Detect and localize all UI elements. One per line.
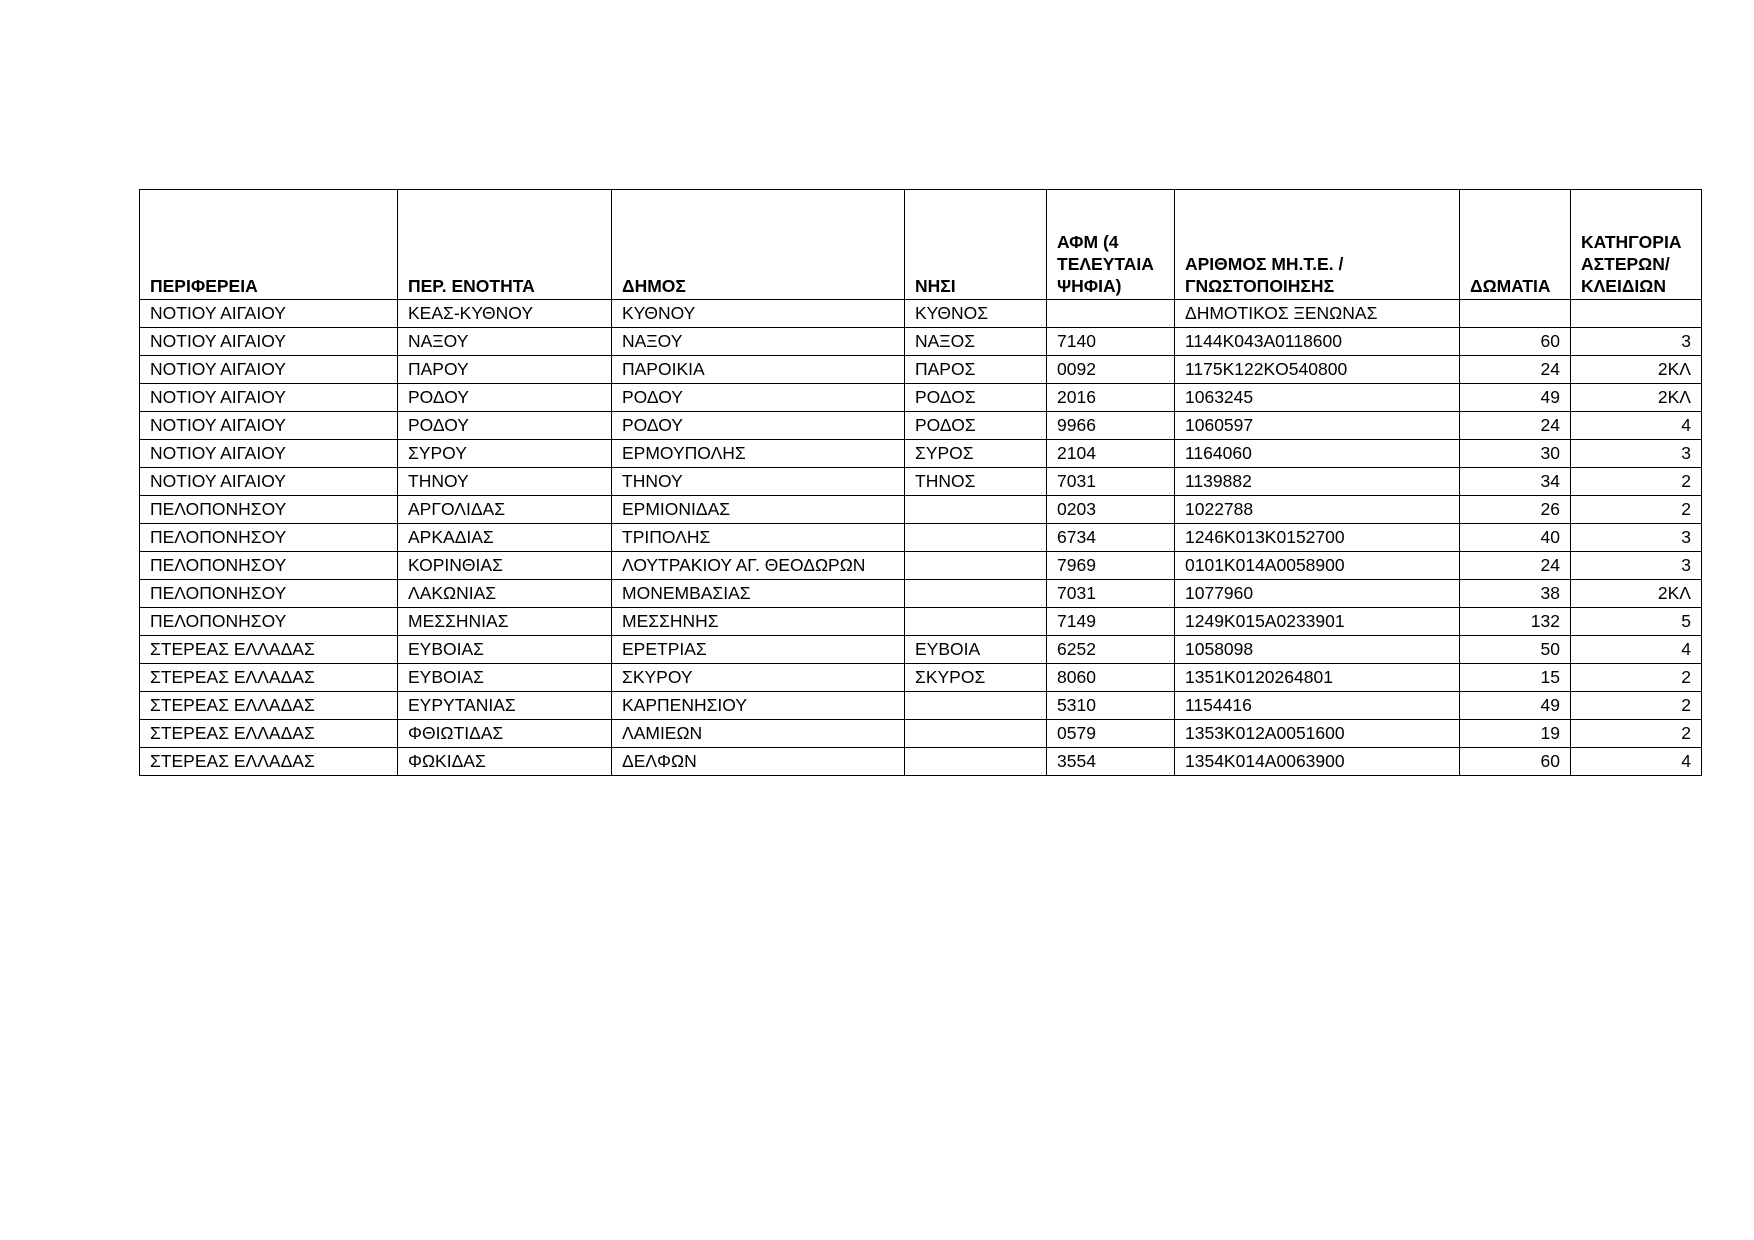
tax-id-cell: 0092 <box>1047 356 1175 384</box>
municipality-cell: ΕΡΜΙΟΝΙΔΑΣ <box>612 496 905 524</box>
category-cell: 2 <box>1571 496 1702 524</box>
region-cell: ΣΤΕΡΕΑΣ ΕΛΛΑΔΑΣ <box>140 692 398 720</box>
header-island: ΝΗΣΙ <box>905 190 1047 300</box>
table-row <box>140 300 1702 328</box>
island-cell: ΤΗΝΟΣ <box>905 468 1047 496</box>
rooms-cell: 40 <box>1460 524 1571 552</box>
table-row <box>140 552 1702 580</box>
category-cell: 2ΚΛ <box>1571 356 1702 384</box>
category-cell: 2 <box>1571 720 1702 748</box>
municipality-cell: ΕΡΕΤΡΙΑΣ <box>612 636 905 664</box>
rooms-cell: 19 <box>1460 720 1571 748</box>
registry-number-cell: 1353K012A0051600 <box>1175 720 1460 748</box>
registry-number-cell: 1058098 <box>1175 636 1460 664</box>
rooms-cell: 15 <box>1460 664 1571 692</box>
table-row <box>140 356 1702 384</box>
header-row <box>140 190 1702 300</box>
region-cell: ΠΕΛΟΠΟΝΗΣΟΥ <box>140 496 398 524</box>
table-row <box>140 412 1702 440</box>
category-cell: 2 <box>1571 664 1702 692</box>
island-cell <box>905 580 1047 608</box>
rooms-cell: 50 <box>1460 636 1571 664</box>
region-cell: ΝΟΤΙΟΥ ΑΙΓΑΙΟΥ <box>140 468 398 496</box>
tax-id-cell: 7140 <box>1047 328 1175 356</box>
island-cell: ΡΟΔΟΣ <box>905 384 1047 412</box>
regional-unit-cell: ΦΩΚΙΔΑΣ <box>398 748 612 776</box>
header-rooms: ΔΩΜΑΤΙΑ <box>1460 190 1571 300</box>
region-cell: ΠΕΛΟΠΟΝΗΣΟΥ <box>140 580 398 608</box>
category-cell: 3 <box>1571 524 1702 552</box>
category-cell: 4 <box>1571 748 1702 776</box>
tax-id-cell: 3554 <box>1047 748 1175 776</box>
registry-number-cell: 1139882 <box>1175 468 1460 496</box>
island-cell: ΣΥΡΟΣ <box>905 440 1047 468</box>
tax-id-cell: 0203 <box>1047 496 1175 524</box>
category-cell: 2ΚΛ <box>1571 580 1702 608</box>
island-cell <box>905 720 1047 748</box>
tax-id-cell: 2104 <box>1047 440 1175 468</box>
tax-id-cell: 7969 <box>1047 552 1175 580</box>
registry-number-cell: ΔΗΜΟΤΙΚΟΣ ΞΕΝΩΝΑΣ <box>1175 300 1460 328</box>
category-cell: 5 <box>1571 608 1702 636</box>
registry-number-cell: 1164060 <box>1175 440 1460 468</box>
regional-unit-cell: ΕΥΒΟΙΑΣ <box>398 636 612 664</box>
island-cell <box>905 748 1047 776</box>
table-row <box>140 328 1702 356</box>
tax-id-cell: 7031 <box>1047 468 1175 496</box>
table-body <box>140 300 1702 776</box>
region-cell: ΝΟΤΙΟΥ ΑΙΓΑΙΟΥ <box>140 356 398 384</box>
registry-number-cell: 1022788 <box>1175 496 1460 524</box>
municipality-cell: ΤΡΙΠΟΛΗΣ <box>612 524 905 552</box>
region-cell: ΠΕΛΟΠΟΝΗΣΟΥ <box>140 608 398 636</box>
regional-unit-cell: ΕΥΒΟΙΑΣ <box>398 664 612 692</box>
tax-id-cell: 0579 <box>1047 720 1175 748</box>
table-row <box>140 580 1702 608</box>
regional-unit-cell: ΛΑΚΩΝΙΑΣ <box>398 580 612 608</box>
registry-number-cell: 1249K015A0233901 <box>1175 608 1460 636</box>
regional-unit-cell: ΣΥΡΟΥ <box>398 440 612 468</box>
municipality-cell: ΚΑΡΠΕΝΗΣΙΟΥ <box>612 692 905 720</box>
table-row <box>140 692 1702 720</box>
region-cell: ΣΤΕΡΕΑΣ ΕΛΛΑΔΑΣ <box>140 748 398 776</box>
region-cell: ΣΤΕΡΕΑΣ ΕΛΛΑΔΑΣ <box>140 664 398 692</box>
table-row <box>140 664 1702 692</box>
table-row <box>140 636 1702 664</box>
municipality-cell: ΛΑΜΙΕΩΝ <box>612 720 905 748</box>
municipality-cell: ΠΑΡΟΙΚΙΑ <box>612 356 905 384</box>
region-cell: ΝΟΤΙΟΥ ΑΙΓΑΙΟΥ <box>140 412 398 440</box>
table-row <box>140 608 1702 636</box>
tax-id-cell: 9966 <box>1047 412 1175 440</box>
island-cell: ΚΥΘΝΟΣ <box>905 300 1047 328</box>
tax-id-cell: 8060 <box>1047 664 1175 692</box>
island-cell <box>905 692 1047 720</box>
municipality-cell: ΤΗΝΟΥ <box>612 468 905 496</box>
tax-id-cell: 2016 <box>1047 384 1175 412</box>
regional-unit-cell: ΚΕΑΣ-ΚΥΘΝΟΥ <box>398 300 612 328</box>
category-cell: 4 <box>1571 636 1702 664</box>
registry-number-cell: 1063245 <box>1175 384 1460 412</box>
island-cell: ΕΥΒΟΙΑ <box>905 636 1047 664</box>
table-row <box>140 384 1702 412</box>
region-cell: ΣΤΕΡΕΑΣ ΕΛΛΑΔΑΣ <box>140 720 398 748</box>
rooms-cell: 24 <box>1460 412 1571 440</box>
municipality-cell: ΛΟΥΤΡΑΚΙΟΥ ΑΓ. ΘΕΟΔΩΡΩΝ <box>612 552 905 580</box>
rooms-cell: 38 <box>1460 580 1571 608</box>
regional-unit-cell: ΚΟΡΙΝΘΙΑΣ <box>398 552 612 580</box>
header-region: ΠΕΡΙΦΕΡΕΙΑ <box>140 190 398 300</box>
category-cell: 3 <box>1571 552 1702 580</box>
category-cell: 2ΚΛ <box>1571 384 1702 412</box>
island-cell <box>905 608 1047 636</box>
registry-number-cell: 1144K043A0118600 <box>1175 328 1460 356</box>
table-row <box>140 720 1702 748</box>
island-cell <box>905 524 1047 552</box>
table-row <box>140 440 1702 468</box>
tax-id-cell: 6734 <box>1047 524 1175 552</box>
municipality-cell: ΣΚΥΡΟΥ <box>612 664 905 692</box>
registry-number-cell: 1351K0120264801 <box>1175 664 1460 692</box>
table-row <box>140 468 1702 496</box>
municipality-cell: ΝΑΞΟΥ <box>612 328 905 356</box>
table-row <box>140 496 1702 524</box>
hotels-table <box>139 189 1702 776</box>
tax-id-cell <box>1047 300 1175 328</box>
region-cell: ΝΟΤΙΟΥ ΑΙΓΑΙΟΥ <box>140 300 398 328</box>
island-cell: ΝΑΞΟΣ <box>905 328 1047 356</box>
table-header <box>140 190 1702 300</box>
island-cell: ΠΑΡΟΣ <box>905 356 1047 384</box>
region-cell: ΝΟΤΙΟΥ ΑΙΓΑΙΟΥ <box>140 440 398 468</box>
regional-unit-cell: ΡΟΔΟΥ <box>398 384 612 412</box>
regional-unit-cell: ΕΥΡΥΤΑΝΙΑΣ <box>398 692 612 720</box>
category-cell: 3 <box>1571 328 1702 356</box>
municipality-cell: ΔΕΛΦΩΝ <box>612 748 905 776</box>
rooms-cell: 24 <box>1460 552 1571 580</box>
municipality-cell: ΜΕΣΣΗΝΗΣ <box>612 608 905 636</box>
table-row <box>140 524 1702 552</box>
registry-number-cell: 1246K013K0152700 <box>1175 524 1460 552</box>
tax-id-cell: 6252 <box>1047 636 1175 664</box>
registry-number-cell: 1060597 <box>1175 412 1460 440</box>
rooms-cell: 60 <box>1460 328 1571 356</box>
regional-unit-cell: ΦΘΙΩΤΙΔΑΣ <box>398 720 612 748</box>
regional-unit-cell: ΠΑΡΟΥ <box>398 356 612 384</box>
header-registry-number: ΑΡΙΘΜΟΣ ΜΗ.Τ.Ε. / ΓΝΩΣΤΟΠΟΙΗΣΗΣ <box>1175 190 1460 300</box>
regional-unit-cell: ΑΡΚΑΔΙΑΣ <box>398 524 612 552</box>
region-cell: ΠΕΛΟΠΟΝΗΣΟΥ <box>140 524 398 552</box>
regional-unit-cell: ΑΡΓΟΛΙΔΑΣ <box>398 496 612 524</box>
regional-unit-cell: ΜΕΣΣΗΝΙΑΣ <box>398 608 612 636</box>
rooms-cell: 30 <box>1460 440 1571 468</box>
category-cell: 2 <box>1571 692 1702 720</box>
category-cell: 4 <box>1571 412 1702 440</box>
municipality-cell: ΡΟΔΟΥ <box>612 384 905 412</box>
tax-id-cell: 5310 <box>1047 692 1175 720</box>
regional-unit-cell: ΝΑΞΟΥ <box>398 328 612 356</box>
island-cell <box>905 496 1047 524</box>
municipality-cell: ΜΟΝΕΜΒΑΣΙΑΣ <box>612 580 905 608</box>
municipality-cell: ΡΟΔΟΥ <box>612 412 905 440</box>
tax-id-cell: 7149 <box>1047 608 1175 636</box>
table-row <box>140 748 1702 776</box>
registry-number-cell: 1077960 <box>1175 580 1460 608</box>
category-cell: 2 <box>1571 468 1702 496</box>
regional-unit-cell: ΡΟΔΟΥ <box>398 412 612 440</box>
rooms-cell: 34 <box>1460 468 1571 496</box>
header-tax-id: ΑΦΜ (4 ΤΕΛΕΥΤΑΙΑ ΨΗΦΙΑ) <box>1047 190 1175 300</box>
regional-unit-cell: ΤΗΝΟΥ <box>398 468 612 496</box>
rooms-cell: 49 <box>1460 384 1571 412</box>
header-category: ΚΑΤΗΓΟΡΙΑ ΑΣΤΕΡΩΝ/ ΚΛΕΙΔΙΩΝ <box>1571 190 1702 300</box>
registry-number-cell: 1175K122KO540800 <box>1175 356 1460 384</box>
category-cell: 3 <box>1571 440 1702 468</box>
rooms-cell: 60 <box>1460 748 1571 776</box>
island-cell <box>905 552 1047 580</box>
region-cell: ΠΕΛΟΠΟΝΗΣΟΥ <box>140 552 398 580</box>
rooms-cell <box>1460 300 1571 328</box>
registry-number-cell: 1154416 <box>1175 692 1460 720</box>
region-cell: ΣΤΕΡΕΑΣ ΕΛΛΑΔΑΣ <box>140 636 398 664</box>
region-cell: ΝΟΤΙΟΥ ΑΙΓΑΙΟΥ <box>140 328 398 356</box>
category-cell <box>1571 300 1702 328</box>
registry-number-cell: 1354K014A0063900 <box>1175 748 1460 776</box>
header-regional-unit: ΠΕΡ. ΕΝΟΤΗΤΑ <box>398 190 612 300</box>
rooms-cell: 24 <box>1460 356 1571 384</box>
rooms-cell: 26 <box>1460 496 1571 524</box>
tax-id-cell: 7031 <box>1047 580 1175 608</box>
municipality-cell: ΕΡΜΟΥΠΟΛΗΣ <box>612 440 905 468</box>
registry-number-cell: 0101K014A0058900 <box>1175 552 1460 580</box>
header-municipality: ΔΗΜΟΣ <box>612 190 905 300</box>
rooms-cell: 49 <box>1460 692 1571 720</box>
municipality-cell: ΚΥΘΝΟΥ <box>612 300 905 328</box>
rooms-cell: 132 <box>1460 608 1571 636</box>
region-cell: ΝΟΤΙΟΥ ΑΙΓΑΙΟΥ <box>140 384 398 412</box>
island-cell: ΡΟΔΟΣ <box>905 412 1047 440</box>
island-cell: ΣΚΥΡΟΣ <box>905 664 1047 692</box>
